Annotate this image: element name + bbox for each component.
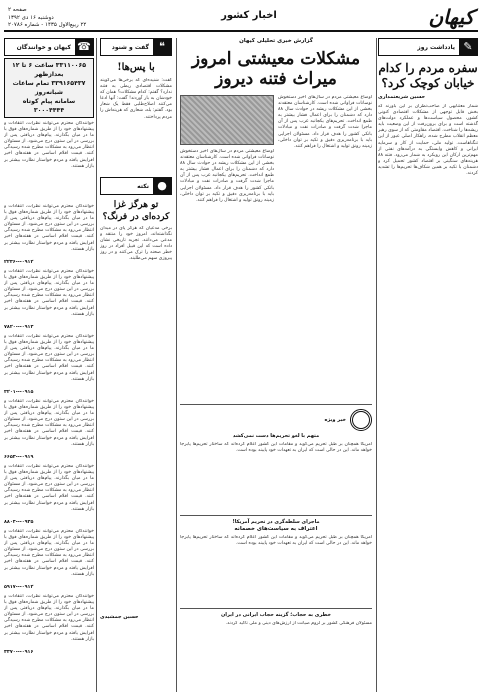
special-news-kicker: خبر ویژه — [180, 409, 372, 431]
editorial-column — [378, 38, 478, 684]
readers-phone-2: ۳۳۹۱۶۵۴۳۷ تمام ساعات شبانه‌روز — [12, 80, 86, 96]
speech-icon: ❝ — [153, 39, 171, 55]
main-story-photo — [180, 95, 274, 145]
dialogue-column — [100, 38, 172, 621]
issue-number: ۲۲ ربیع‌الاول ۱۴۳۵ - شماره ۲۰۷۸۶ — [8, 22, 87, 28]
readers-phone-box — [4, 58, 94, 118]
special-news-body: آمریکا همچنان بر طبل تحریم می‌کوبد و مقامات این کشور اعلام کرده‌اند که ساختار تحریم‌ها پابرجا خواهد ماند. این در حالی است که ایران به تعهدات خود پایبند بوده است. — [180, 442, 372, 454]
reader-message-body: خوانندگان محترم می‌توانند نظرات، انتقادات و پیشنهادهای خود را از طریق شماره‌های فوق با ما در میان بگذارند. پیام‌های دریافتی پس از بررسی در این ستون درج می‌شود. از مسئولان انتظار می‌رود به مشکلات مطرح شده رسیدگی کنند. قیمت اقلام اساسی در هفته‌های اخیر افزایش یافته و مردم خواستار نظارت بیشتر بر بازار هستند. — [4, 334, 94, 382]
note-icon: ● — [153, 178, 171, 194]
reader-message — [4, 269, 94, 331]
reader-message — [4, 399, 94, 461]
note-body: برخی مدعیان که هرگز پای در میدان نگذاشته‌اند، امروز خود را منتقد و مدعی می‌دانند. تجربه تاریخی نشان داده است که این قبیل افراد در روز خطر صحنه را ترک می‌کنند و در روز پیروزی سهم می‌طلبند. — [100, 226, 172, 262]
lower-headline: ماجرای سلطه‌گری در تحریم آمریکا! — [232, 519, 320, 525]
dialogue-headline: با پس‌ها! — [117, 62, 155, 73]
reader-message-body: خوانندگان محترم می‌توانند نظرات، انتقادات و پیشنهادهای خود را از طریق شماره‌های فوق با ما در میان بگذارند. پیام‌های دریافتی پس از بررسی در این ستون درج می‌شود. از مسئولان انتظار می‌رود به مشکلات مطرح شده رسیدگی کنند. قیمت اقلام اساسی در هفته‌های اخیر افزایش یافته و مردم خواستار نظارت بیشتر بر بازار هستند. — [4, 464, 94, 512]
dialogue-kicker: ❝ گفت و شنود — [100, 38, 172, 56]
masthead — [4, 4, 478, 32]
lower-body: آمریکا همچنان بر طبل تحریم می‌کوبد و مقامات این کشور اعلام کرده‌اند که ساختار تحریم‌ها پابرجا خواهد ماند. این در حالی است که ایران به تعهدات خود پایبند بوده است. — [180, 535, 372, 547]
editorial-headline: سفره مردم را کدام خیابان کوچک کرد؟ — [378, 61, 478, 90]
lower-subhead: اعتراف به سیاست‌های خصمانه — [234, 526, 318, 532]
reader-message — [4, 594, 94, 656]
readers-phone-1: ۳۳۱۱۰۰۶۵ ساعت ۶ تا ۱۲ بعدازظهر — [11, 62, 87, 78]
readers-body: خوانندگان محترم می‌توانند نظرات، انتقادات و پیشنهادهای خود را از طریق شماره‌های فوق با ما در میان بگذارند. پیام‌های دریافتی پس از بررسی در این ستون درج می‌شود. از مسئولان انتظار می‌رود به مشکلات مطرح شده رسیدگی کنند. قیمت اقلام اساسی در هفته‌های اخیر افزایش یافته و مردم خواستار نظارت بیشتر بر بازار هستند. — [4, 121, 94, 169]
reader-phone-number: ۰۹۱۶---۳۳۷۰ — [4, 650, 34, 655]
editorial-kicker: ✎ یادداشت روز — [378, 38, 478, 56]
main-story-body: اوضاع معیشتی مردم در سال‌های اخیر دستخوش نوسانات فراوانی شده است. کارشناسان معتقدند بخشی از این مشکلات ریشه در حوادث سال ۸۸ دارد که دشمنان را برای اعمال فشار بیشتر به طمع انداخت. تحریم‌های یکجانبه غرب پس از آن ماجرا شدت گرفت و صادرات نفت و مبادلات بانکی کشور را هدف قرار داد. مسئولان اجرایی باید با برنامه‌ریزی دقیق و تکیه بر توان داخلی، زمینه رونق تولید و اشتغال را فراهم کنند. — [278, 95, 372, 149]
reader-phone-number: ۰۹۱۵---۴۲۰۱ — [4, 390, 34, 395]
note-kicker: ● نکته — [100, 177, 172, 195]
footer-headline: خطری به حجاب؛ گزینه حجاب ایرانی در ایران — [221, 612, 331, 618]
reader-message-body: خوانندگان محترم می‌توانند نظرات، انتقادات و پیشنهادهای خود را از طریق شماره‌های فوق با ما در میان بگذارند. پیام‌های دریافتی پس از بررسی در این ستون درج می‌شود. از مسئولان انتظار می‌رود به مشکلات مطرح شده رسیدگی کنند. قیمت اقلام اساسی در هفته‌های اخیر افزایش یافته و مردم خواستار نظارت بیشتر بر بازار هستند. — [4, 529, 94, 577]
target-icon — [350, 409, 372, 431]
reader-phone-number: ۰۹۳۵---۸۸۰۴ — [4, 520, 34, 525]
editorial-body: شمار معتنابهی از صاحب‌نظران بر این باورند که بخش قابل توجهی از مشکلات اقتصادی کنونی کشور، محصول سیاست‌ها و عملکرد دولت‌های گذشته است و برای برون‌رفت از این وضعیت باید ریشه‌ها را شناخت. اقتصاد مقاومتی که از سوی رهبر معظم انقلاب مطرح شده، راهکار اصلی عبور از این تنگناهاست. تولید ملی، حمایت از کار و سرمایه ایرانی و کاهش وابستگی به درآمدهای نفتی از مهم‌ترین ارکان این رویکرد به شمار می‌رود. فتنه ۸۸ هزینه‌های سنگینی بر اقتصاد کشور تحمیل کرد و دشمنان با تکیه بر همین شکاف‌ها تحریم‌ها را تشدید کردند. — [378, 104, 478, 177]
page-number: صفحه ۲ — [8, 7, 27, 13]
pen-icon: ✎ — [459, 39, 477, 55]
reader-message-body: خوانندگان محترم می‌توانند نظرات، انتقادات و پیشنهادهای خود را از طریق شماره‌های فوق با ما در میان بگذارند. پیام‌های دریافتی پس از بررسی در این ستون درج می‌شود. از مسئولان انتظار می‌رود به مشکلات مطرح شده رسیدگی کنند. قیمت اقلام اساسی در هفته‌های اخیر افزایش یافته و مردم خواستار نظارت بیشتر بر بازار هستند. — [4, 594, 94, 642]
readers-sms: سامانه پیام کوتاه ۳۰۰۰۴۴۴۴ — [22, 98, 76, 114]
column-divider — [96, 38, 97, 692]
note-signature: حسین جمشیدی — [100, 614, 139, 620]
section-title: اخبار کشور — [221, 10, 277, 21]
phone-icon: ☎ — [75, 39, 93, 55]
main-story — [180, 38, 372, 651]
reader-phone-number: ۰۹۱۲---۲۲۳۶ — [4, 260, 34, 265]
issue-date: دوشنبه ۱۶ دی ۱۳۹۲ — [8, 14, 54, 21]
reader-message-body: خوانندگان محترم می‌توانند نظرات، انتقادات و پیشنهادهای خود را از طریق شماره‌های فوق با ما در میان بگذارند. پیام‌های دریافتی پس از بررسی در این ستون درج می‌شود. از مسئولان انتظار می‌رود به مشکلات مطرح شده رسیدگی کنند. قیمت اقلام اساسی در هفته‌های اخیر افزایش یافته و مردم خواستار نظارت بیشتر بر بازار هستند. — [4, 204, 94, 252]
main-story-body-continued: اوضاع معیشتی مردم در سال‌های اخیر دستخوش نوسانات فراوانی شده است. کارشناسان معتقدند بخشی از این مشکلات ریشه در حوادث سال ۸۸ دارد که دشمنان را برای اعمال فشار بیشتر به طمع انداخت. تحریم‌های یکجانبه غرب پس از آن ماجرا شدت گرفت و صادرات نفت و مبادلات بانکی کشور را هدف قرار داد. مسئولان اجرایی باید با برنامه‌ریزی دقیق و تکیه بر توان داخلی، زمینه رونق تولید و اشتغال را فراهم کنند. — [180, 149, 274, 203]
reader-message — [4, 464, 94, 526]
editorial-author: حسین شریعتمداری — [378, 94, 426, 100]
reader-message-body: خوانندگان محترم می‌توانند نظرات، انتقادات و پیشنهادهای خود را از طریق شماره‌های فوق با ما در میان بگذارند. پیام‌های دریافتی پس از بررسی در این ستون درج می‌شود. از مسئولان انتظار می‌رود به مشکلات مطرح شده رسیدگی کنند. قیمت اقلام اساسی در هفته‌های اخیر افزایش یافته و مردم خواستار نظارت بیشتر بر بازار هستند. — [4, 269, 94, 317]
column-divider — [176, 38, 177, 692]
special-news-headline: متهم با لغو تحریم‌ها دست نمی‌کشد — [232, 433, 320, 439]
main-story-subhead: گزارش خبری تحلیلی کیهان — [239, 38, 313, 44]
reader-message — [4, 204, 94, 266]
readers-kicker: ☎ کیهان و خوانندگان — [4, 38, 94, 56]
reader-message-body: خوانندگان محترم می‌توانند نظرات، انتقادات و پیشنهادهای خود را از طریق شماره‌های فوق با ما در میان بگذارند. پیام‌های دریافتی پس از بررسی در این ستون درج می‌شود. از مسئولان انتظار می‌رود به مشکلات مطرح شده رسیدگی کنند. قیمت اقلام اساسی در هفته‌های اخیر افزایش یافته و مردم خواستار نظارت بیشتر بر بازار هستند. — [4, 399, 94, 447]
readers-phone-list — [4, 204, 94, 656]
note-headline: تو هرگز غزا کرده‌ای در فرنگ؟ — [102, 200, 170, 222]
reader-message — [4, 334, 94, 396]
issue-info — [8, 7, 86, 30]
footer-body: مسئولان فرهنگی کشور بر لزوم صیانت از ارزش‌های دینی و ملی تأکید کردند. — [225, 621, 372, 626]
dialogue-body: گفت: شنیده‌ای که برخی‌ها می‌گویند مشکلات اقتصادی ربطی به فتنه ندارد؟ گفتم: کدام مشکلات؟ همان که خودشان به بار آوردند! گفت: آنها ادعا می‌کنند اصلاح‌طلبی فقط یک شعار بود. گفتم: بله، شعاری که هزینه‌اش را مردم پرداختند. — [100, 78, 172, 120]
reader-phone-number: ۰۹۱۲---۵۹۱۷ — [4, 585, 34, 590]
reader-message — [4, 529, 94, 591]
main-story-headline: مشکلات معیشتی امروز میراث فتنه دیروز — [191, 49, 361, 89]
reader-phone-number: ۰۹۱۳---۷۸۲۰ — [4, 325, 34, 330]
newspaper-logo: کیهان — [428, 5, 474, 29]
column-divider — [376, 38, 377, 692]
reader-phone-number: ۰۹۱۹---۶۶۵۳ — [4, 455, 34, 460]
readers-column — [4, 38, 94, 656]
